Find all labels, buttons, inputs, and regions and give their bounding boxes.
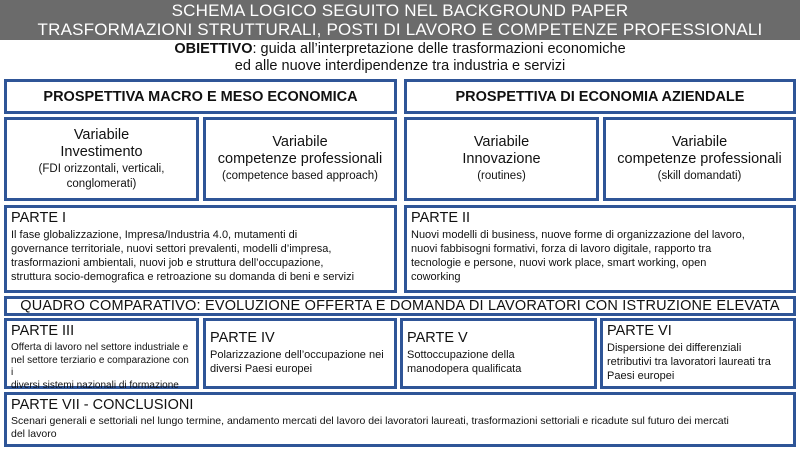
objective xyxy=(0,41,800,77)
parte-2-box xyxy=(404,205,796,293)
parte-1-line: struttura socio-demografica e retroazione su domanda di beni e servizi xyxy=(11,271,355,283)
parte-3-text xyxy=(11,342,192,392)
variable-name: Investimento xyxy=(60,143,143,160)
parte-7-title: PARTE VII - CONCLUSIONI xyxy=(11,397,194,413)
perspective-aziendale-label: PROSPETTIVA DI ECONOMIA AZIENDALE xyxy=(455,88,745,105)
variable-innovazione-box xyxy=(404,117,599,201)
parte-4-line: diversi Paesi europei xyxy=(210,363,313,375)
perspective-macro-label: PROSPETTIVA MACRO E MESO ECONOMICA xyxy=(43,88,358,105)
quadro-comparativo-banner xyxy=(4,296,796,316)
parte-2-text xyxy=(411,228,789,284)
parte-5-line: Sottoccupazione della xyxy=(407,349,515,361)
quadro-comparativo-label: QUADRO COMPARATIVO: EVOLUZIONE OFFERTA E DOMANDA DI LAVORATORI CON ISTRUZIONE ELEVATA xyxy=(20,298,780,314)
variable-investimento-box xyxy=(4,117,199,201)
variable-competenze-aziendale-box xyxy=(603,117,796,201)
variable-subtitle: (skill domandati) xyxy=(657,170,742,182)
parte-2-title: PARTE II xyxy=(411,210,471,226)
variable-name: competenze professionali xyxy=(617,151,782,167)
parte-2-line: Nuovi modelli di business, nuove forme di organizzazione del lavoro, xyxy=(411,229,745,241)
parte-7-text xyxy=(11,415,789,441)
header-title-line2: TRASFORMAZIONI STRUTTURALI, POSTI DI LAVORO E COMPETENZE PROFESSIONALI xyxy=(37,20,763,39)
parte-4-box xyxy=(203,318,397,389)
parte-4-line: Polarizzazione dell’occupazione nei xyxy=(210,349,384,361)
parte-6-line: retributivi tra lavoratori laureati tra xyxy=(607,356,771,368)
parte-5-box xyxy=(400,318,597,389)
parte-3-box xyxy=(4,318,199,389)
parte-5-title: PARTE V xyxy=(407,330,468,346)
parte-2-line: coworking xyxy=(411,271,461,283)
variable-subtitle-2: conglomerati) xyxy=(66,177,137,190)
variable-subtitle: (competence based approach) xyxy=(222,170,378,182)
header-title-line1: SCHEMA LOGICO SEGUITO NEL BACKGROUND PAPER xyxy=(171,1,629,20)
variable-title: Variabile xyxy=(272,134,328,150)
parte-1-box xyxy=(4,205,397,293)
parte-1-line: trasformazioni ambientali, nuovi job e struttura dell’occupazione, xyxy=(11,257,324,269)
parte-7-box xyxy=(4,392,796,447)
parte-3-title: PARTE III xyxy=(11,323,75,339)
parte-6-line: Dispersione dei differenziali xyxy=(607,342,742,354)
parte-3-line: nel settore terziario e comparazione con i xyxy=(11,354,189,378)
objective-line1 xyxy=(0,41,800,58)
parte-7-line: Scenari generali e settoriali nel lungo termine, andamento mercati del lavoro dei lavoratori laureati, trasformazioni settoriali e ricadute sul futuro dei mercati xyxy=(11,415,729,427)
parte-2-line: tecnologie e persone, nuovi work place, smart working, open xyxy=(411,257,707,269)
variable-subtitle: (routines) xyxy=(477,170,526,182)
parte-1-line: governance territoriale, nuovi settori prevalenti, modelli d’impresa, xyxy=(11,243,332,255)
perspective-macro-box xyxy=(4,79,397,114)
parte-6-box xyxy=(600,318,796,389)
variable-title: Variabile xyxy=(473,134,530,150)
parte-2-line: nuovi fabbisogni formativi, forza di lavoro digitale, rapporto tra xyxy=(411,243,712,255)
parte-6-text xyxy=(607,341,789,383)
parte-1-title: PARTE I xyxy=(11,210,67,226)
parte-6-title: PARTE VI xyxy=(607,323,672,339)
objective-line2: ed alle nuove interdipendenze tra industria e servizi xyxy=(234,58,566,74)
parte-5-line: manodopera qualificata xyxy=(407,363,522,375)
variable-subtitle: (FDI orizzontali, verticali, xyxy=(38,162,165,175)
perspective-aziendale-box xyxy=(404,79,796,114)
parte-4-title: PARTE IV xyxy=(210,330,275,346)
objective-line1-text: : guida all’interpretazione delle trasformazioni economiche xyxy=(252,41,626,57)
variable-title: Variabile xyxy=(671,134,728,150)
header-banner xyxy=(0,0,800,40)
parte-7-line: del lavoro xyxy=(11,428,57,440)
parte-4-text xyxy=(210,348,390,376)
variable-title: Variabile xyxy=(73,126,130,143)
parte-5-text xyxy=(407,348,590,376)
parte-3-line: Offerta di lavoro nel settore industriale e xyxy=(11,342,189,353)
parte-3-line: diversi sistemi nazionali di formazione xyxy=(11,379,179,391)
variable-competenze-macro-box xyxy=(203,117,397,201)
objective-label: OBIETTIVO xyxy=(174,41,253,57)
variable-name: Innovazione xyxy=(462,151,541,167)
parte-1-text xyxy=(11,228,390,284)
variable-name: competenze professionali xyxy=(217,151,383,167)
parte-1-line: Il fase globalizzazione, Impresa/Industria 4.0, mutamenti di xyxy=(11,229,298,241)
parte-6-line: Paesi europei xyxy=(607,370,675,382)
